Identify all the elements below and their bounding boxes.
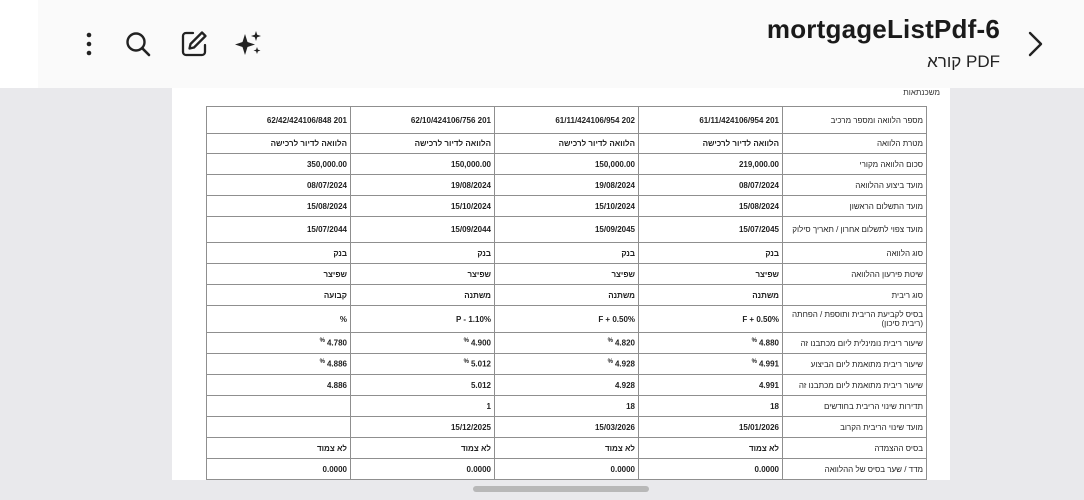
table-row: [207, 243, 927, 264]
table-row: [207, 375, 927, 396]
table-cell-value: [495, 175, 639, 196]
percent-sign: %: [463, 359, 469, 366]
table-cell-value: [495, 196, 639, 217]
table-row: [207, 333, 927, 354]
cell-text: 5.012: [470, 380, 491, 390]
table-cell-value: [639, 375, 783, 396]
table-row-label: שיעור ריבית מתואמת ליום מכתבנו זה: [783, 375, 927, 396]
table-cell-value: [351, 285, 495, 306]
table-row-label: סוג ריבית: [783, 285, 927, 306]
cell-text: משתנה: [464, 290, 491, 300]
table-cell-value: [495, 375, 639, 396]
table-row-label: שיעור ריבית מתואמת ליום הביצוע: [783, 354, 927, 375]
cell-text: 4.780: [326, 338, 347, 348]
table-cell-value: [207, 333, 351, 354]
cell-text: 0.0000: [754, 464, 779, 474]
cell-text: הלוואה לדיור לרכישה: [558, 139, 635, 148]
cell-text: 15/10/2024: [594, 201, 635, 211]
table-cell-value: [639, 417, 783, 438]
cell-text: 15/12/2025: [450, 422, 491, 432]
table-row: [207, 217, 927, 243]
table-cell-value: [495, 134, 639, 154]
table-cell-value: [495, 438, 639, 459]
table-cell-value: [639, 459, 783, 480]
table-cell-value: [495, 264, 639, 285]
cell-text: קבועה: [323, 290, 347, 300]
table-cell-value: [351, 217, 495, 243]
section-label: משכנתאות: [903, 88, 940, 97]
table-row: [207, 196, 927, 217]
table-cell-value: [639, 438, 783, 459]
cell-text: 4.991: [758, 380, 779, 390]
cell-text: 4.886: [326, 380, 347, 390]
percent-sign: %: [319, 338, 325, 345]
cell-text: 61/11/424106/954 201: [699, 115, 779, 125]
cell-text: שפיצר: [755, 269, 779, 279]
cell-text: P - 1.10%: [456, 314, 491, 324]
cell-text: לא צמוד: [604, 443, 635, 453]
table-row: [207, 175, 927, 196]
edit-icon[interactable]: [178, 28, 210, 60]
table-row: [207, 154, 927, 175]
table-cell-value: [207, 306, 351, 333]
percent-sign: %: [751, 359, 757, 366]
cell-text: 08/07/2024: [306, 180, 347, 190]
table-row: [207, 354, 927, 375]
table-cell-value: [351, 134, 495, 154]
app-subtitle: קורא PDF: [927, 52, 1000, 71]
cell-text: 15/09/2044: [450, 225, 491, 234]
table-cell-value: [639, 175, 783, 196]
table-cell-value: [639, 306, 783, 333]
cell-text: %: [339, 314, 347, 324]
percent-sign: %: [751, 338, 757, 345]
table-row-label: סכום הלוואה מקורי: [783, 154, 927, 175]
table-cell-value: [351, 107, 495, 134]
table-cell-value: [639, 107, 783, 134]
cell-text: 15/07/2045: [738, 225, 779, 234]
table-cell-value: [495, 285, 639, 306]
table-cell-value: [495, 354, 639, 375]
table-cell-value: [351, 196, 495, 217]
table-row-label: בסיס ההצמדה: [783, 438, 927, 459]
cell-text: הלוואה לדיור לרכישה: [702, 139, 779, 148]
cell-text: 4.991: [758, 359, 779, 369]
table-row-label: מועד שינוי הריבית הקרוב: [783, 417, 927, 438]
cell-text: הלוואה לדיור לרכישה: [270, 139, 347, 148]
table-cell-value: [495, 417, 639, 438]
cell-text: 350,000.00: [306, 159, 347, 169]
table-cell-value: [639, 134, 783, 154]
table-row: [207, 459, 927, 480]
cell-text: 15/01/2026: [738, 422, 779, 432]
cell-text: 19/08/2024: [594, 180, 635, 190]
table-cell-value: [495, 154, 639, 175]
cell-text: 4.880: [758, 338, 779, 348]
cell-text: 0.0000: [610, 464, 635, 474]
cell-text: שפיצר: [611, 269, 635, 279]
cell-text: 61/11/424106/954 202: [555, 115, 635, 125]
cell-text: בנק: [621, 248, 635, 258]
cell-text: לא צמוד: [748, 443, 779, 453]
cell-text: 0.0000: [466, 464, 491, 474]
table-cell-value: [351, 375, 495, 396]
cell-text: 1: [486, 401, 491, 411]
table-cell-value: [351, 264, 495, 285]
table-row: [207, 306, 927, 333]
table-cell-value: [207, 375, 351, 396]
table-cell-value: [495, 107, 639, 134]
cell-text: משתנה: [608, 290, 635, 300]
table-row-label: מועד ביצוע ההלוואה: [783, 175, 927, 196]
cell-text: שפיצר: [323, 269, 347, 279]
table-cell-value: [639, 285, 783, 306]
table-row-label: תדירות שינוי הריבית בחודשים: [783, 396, 927, 417]
table-row-label: מספר הלוואה ומספר מרכיב: [783, 107, 927, 134]
cell-text: 150,000.00: [450, 159, 491, 169]
table-row: [207, 396, 927, 417]
cell-text: לא צמוד: [316, 443, 347, 453]
cell-text: 18: [770, 401, 779, 411]
table-cell-value: [351, 154, 495, 175]
table-cell-value: [207, 134, 351, 154]
table-cell-value: [207, 217, 351, 243]
cell-text: F + 0.50%: [598, 314, 635, 324]
table-cell-value: [207, 264, 351, 285]
cell-text: לא צמוד: [460, 443, 491, 453]
table-cell-value: [207, 417, 351, 438]
cell-text: 15/09/2045: [594, 225, 635, 234]
table-cell-value: [495, 217, 639, 243]
table-row-label: מועד התשלום הראשון: [783, 196, 927, 217]
cell-text: 15/10/2024: [450, 201, 491, 211]
home-indicator[interactable]: [473, 486, 649, 492]
table-cell-value: [207, 285, 351, 306]
cell-text: 15/08/2024: [738, 201, 779, 211]
table-cell-value: [351, 396, 495, 417]
table-cell-value: [639, 354, 783, 375]
table-row: [207, 438, 927, 459]
table-row: [207, 285, 927, 306]
cell-text: 15/08/2024: [306, 201, 347, 211]
cell-text: 0.0000: [322, 464, 347, 474]
table-row-label: שיטת פירעון ההלוואה: [783, 264, 927, 285]
table-cell-value: [351, 243, 495, 264]
table-cell-value: [639, 264, 783, 285]
cell-text: 4.900: [470, 338, 491, 348]
table-cell-value: [351, 354, 495, 375]
table-cell-value: [495, 243, 639, 264]
table-cell-value: [495, 459, 639, 480]
table-row-label: שיעור ריבית נומינלית ליום מכתבנו זה: [783, 333, 927, 354]
cell-text: הלוואה לדיור לרכישה: [414, 139, 491, 148]
cell-text: משתנה: [752, 290, 779, 300]
percent-sign: %: [319, 359, 325, 366]
cell-text: 150,000.00: [594, 159, 635, 169]
percent-sign: %: [607, 359, 613, 366]
table-cell-value: [639, 217, 783, 243]
table-row-label: מטרת הלוואה: [783, 134, 927, 154]
table-cell-value: [639, 396, 783, 417]
document-title: mortgageListPdf-6: [766, 14, 1000, 44]
cell-text: 15/07/2044: [306, 225, 347, 234]
table-row-label: סוג הלוואה: [783, 243, 927, 264]
cell-text: 5.012: [470, 359, 491, 369]
cell-text: בנק: [477, 248, 491, 258]
cell-text: שפיצר: [467, 269, 491, 279]
table-cell-value: [351, 459, 495, 480]
mortgage-table: [206, 106, 927, 480]
table-row: [207, 264, 927, 285]
percent-sign: %: [607, 338, 613, 345]
table-cell-value: [207, 459, 351, 480]
ai-sparkle-icon[interactable]: [232, 28, 264, 60]
table-cell-value: [495, 333, 639, 354]
percent-sign: %: [463, 338, 469, 345]
cell-text: 08/07/2024: [738, 180, 779, 190]
cell-text: בנק: [765, 248, 779, 258]
cell-text: F + 0.50%: [742, 314, 779, 324]
table-row-label: מועד צפוי לתשלום אחרון / תאריך סילוק: [783, 217, 927, 243]
table-cell-value: [639, 333, 783, 354]
table-cell-value: [207, 175, 351, 196]
table-cell-value: [495, 306, 639, 333]
table-cell-value: [207, 154, 351, 175]
table-cell-value: [495, 396, 639, 417]
table-cell-value: [207, 438, 351, 459]
cell-text: 62/42/424106/848 201: [266, 115, 347, 125]
cell-text: 4.928: [614, 359, 635, 369]
table-cell-value: [207, 354, 351, 375]
cell-text: בנק: [333, 248, 347, 258]
table-cell-value: [639, 243, 783, 264]
table-cell-value: [351, 175, 495, 196]
cell-text: 62/10/424106/756 201: [410, 115, 491, 125]
cell-text: 4.928: [614, 380, 635, 390]
table-row-label: בסיס לקביעת הריבית ותוספת / הפחתה (ריבית סיכון): [783, 306, 927, 333]
table-row: [207, 107, 927, 134]
table-row-label: מדד / שער בסיס של ההלוואה: [783, 459, 927, 480]
cell-text: 4.820: [614, 338, 635, 348]
chevron-right-icon[interactable]: [1020, 28, 1050, 60]
cell-text: 19/08/2024: [450, 180, 491, 190]
table-cell-value: [639, 196, 783, 217]
search-icon[interactable]: [122, 28, 154, 60]
cell-text: 15/03/2026: [594, 422, 635, 432]
table-row: [207, 134, 927, 154]
table-cell-value: [351, 438, 495, 459]
table-cell-value: [207, 107, 351, 134]
table-cell-value: [351, 417, 495, 438]
cell-text: 219,000.00: [738, 159, 779, 169]
cell-text: 18: [626, 401, 635, 411]
table-cell-value: [207, 196, 351, 217]
table-cell-value: [351, 306, 495, 333]
table-cell-value: [207, 243, 351, 264]
table-cell-value: [351, 333, 495, 354]
more-vert-icon[interactable]: [76, 28, 108, 60]
table-cell-value: [639, 154, 783, 175]
table-cell-value: [207, 396, 351, 417]
cell-text: 4.886: [326, 359, 347, 369]
table-row: [207, 417, 927, 438]
